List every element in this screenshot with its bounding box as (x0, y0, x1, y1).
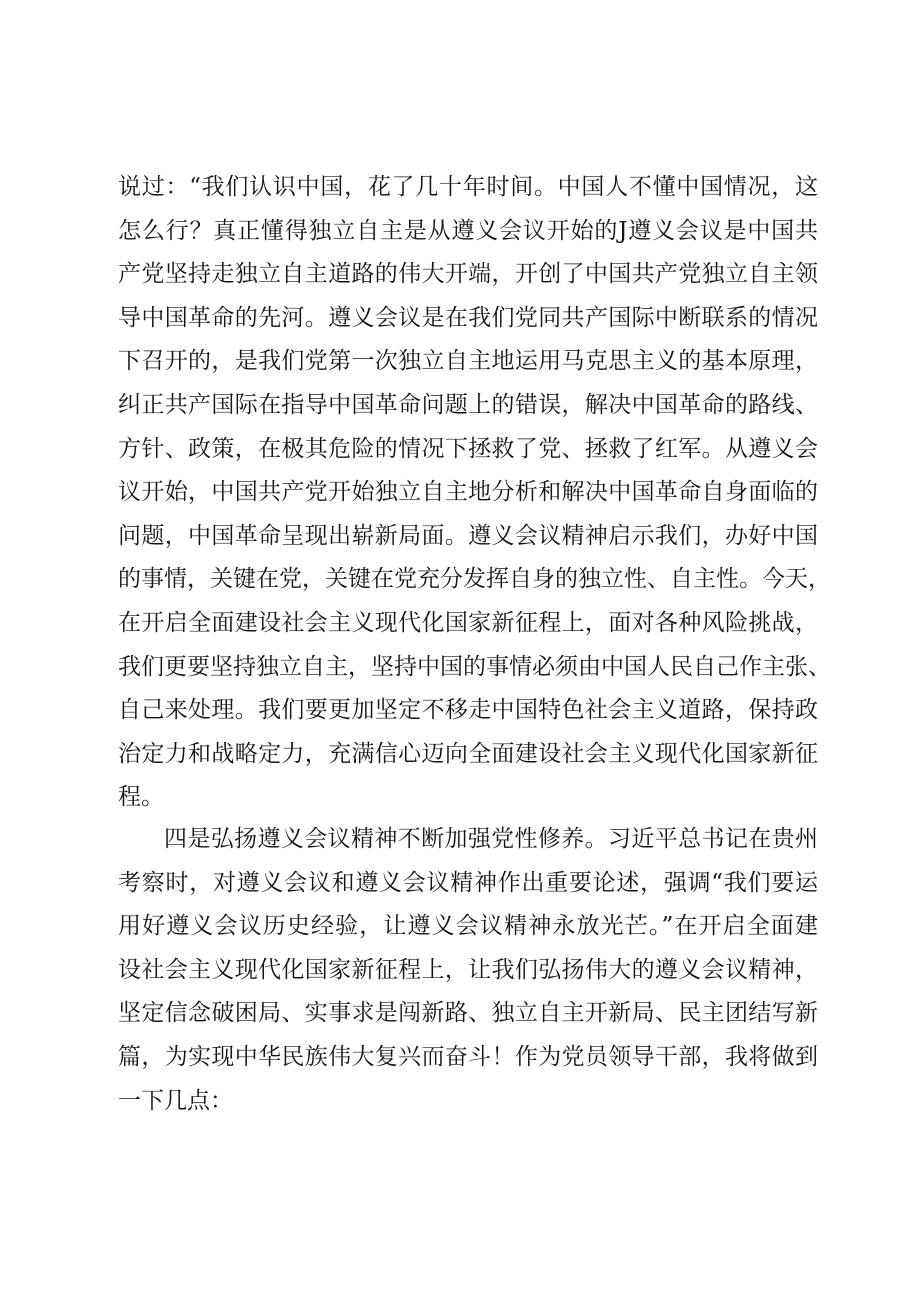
paragraph-line: 四是弘扬遵义会议精神不断加强党性修养。习近平总书记在贵州 (164, 826, 818, 852)
paragraph-line: 产党坚持走独立自主道路的伟大开端，开创了中国共产党独立自主领 (118, 261, 818, 288)
paragraph-line: 考察时，对遵义会议和遵义会议精神作出重要论述，强调“我们要运 (118, 869, 818, 896)
paragraph-line: 下召开的，是我们党第一次独立自主地运用马克思主义的基本原理， (118, 348, 818, 375)
body-paragraph-1 (118, 166, 831, 820)
paragraph-line: 设社会主义现代化国家新征程上，让我们弘扬伟大的遵义会议精神， (118, 956, 818, 983)
paragraph-line: 方针、政策，在极其危险的情况下拯救了党、拯救了红军。从遵义会 (118, 435, 818, 462)
paragraph-line: 说过：“我们认识中国，花了几十年时间。中国人不懂中国情况，这 (118, 174, 818, 200)
paragraph-line: 程。 (118, 784, 164, 811)
paragraph-line: 问题，中国革命呈现出崭新局面。遵义会议精神启示我们，办好中国 (118, 522, 818, 549)
body-paragraph-2 (118, 818, 818, 1123)
paragraph-line: 篇，为实现中华民族伟大复兴而奋斗！作为党员领导干部，我将做到 (118, 1043, 818, 1070)
paragraph-line: 一下几点： (118, 1087, 233, 1114)
paragraph-line: 我们更要坚持独立自主，坚持中国的事情必须由中国人民自己作主张、 (118, 653, 831, 680)
paragraph-line: 用好遵义会议历史经验，让遵义会议精神永放光芒。”在开启全面建 (118, 913, 818, 940)
paragraph-line: 怎么行？真正懂得独立自主是从遵义会议开始的J遵义会议是中国共 (118, 217, 818, 244)
paragraph-line: 纠正共产国际在指导中国革命问题上的错误，解决中国革命的路线、 (118, 391, 818, 418)
paragraph-line: 自己来处理。我们要更加坚定不移走中国特色社会主义道路，保持政 (118, 697, 818, 724)
paragraph-line: 导中国革命的先河。遵义会议是在我们党同共产国际中断联系的情况 (118, 304, 818, 331)
paragraph-line: 坚定信念破困局、实事求是闯新路、独立自主开新局、民主团结写新 (118, 1000, 818, 1027)
paragraph-line: 议开始，中国共产党开始独立自主地分析和解决中国革命自身面临的 (118, 479, 818, 506)
paragraph-line: 在开启全面建设社会主义现代化国家新征程上，面对各种风险挑战， (118, 609, 818, 636)
paragraph-line: 治定力和战略定力，充满信心迈向全面建设社会主义现代化国家新征 (118, 740, 818, 767)
paragraph-line: 的事情，关键在党，关键在党充分发挥自身的独立性、自主性。今天， (118, 566, 831, 593)
